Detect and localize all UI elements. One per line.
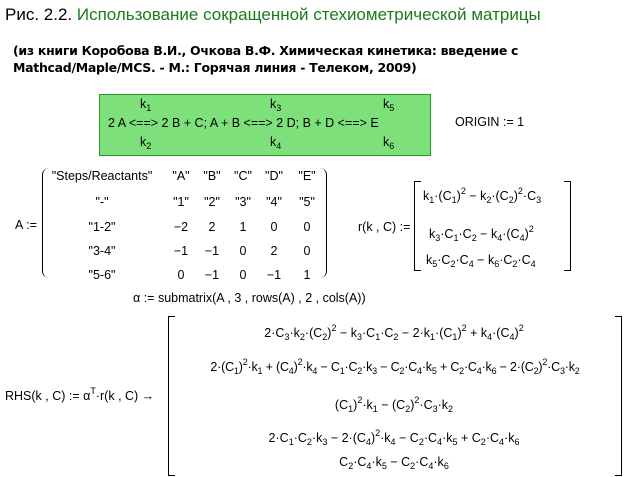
matrix-cell: "C" <box>234 169 252 183</box>
rate-constant-k3: $k_3$ <box>270 97 282 113</box>
matrix-cell: −2 <box>173 220 189 234</box>
source-line-1: (из книги Коробова В.И., Очкова В.Ф. Химическая кинетика: введение с <box>13 43 519 58</box>
rhs-row-1: $2\cdot C_3\cdot k_2\cdot(C_2)^2 - k_3\cdot C_1\cdot C_2 - 2\cdot k_1\cdot(C_1)^2 + k_4\cdot(C_4)^2$ <box>264 323 524 342</box>
rhs-lhs: RHS(k , C) := α <box>5 389 91 403</box>
matrix-cell: "Steps/Reactants" <box>51 169 153 183</box>
matrix-cell: −1 <box>266 268 282 282</box>
matrix-cell: 0 <box>303 244 311 258</box>
matrix-cell: "1" <box>173 195 189 209</box>
matrix-cell: "2" <box>204 195 220 209</box>
matrix-cell: 1 <box>303 268 311 282</box>
rhs-after: ·r(k , C) → <box>95 389 155 403</box>
rate-vector-row-2: $k_3\cdot C_1\cdot C_2 - k_4\cdot(C_4)^2$ <box>429 224 534 243</box>
matrix-cell: 2 <box>208 220 216 234</box>
rhs-row-3: $(C_1)^2\cdot k_1 - (C_2)^2\cdot C_3\cdot k_2$ <box>334 395 454 414</box>
matrix-cell: "E" <box>298 169 316 183</box>
matrix-cell: 0 <box>239 244 247 258</box>
rhs-definition <box>5 386 154 403</box>
matrix-cell: 0 <box>177 268 185 282</box>
origin-statement: ORIGIN := 1 <box>455 115 525 129</box>
matrix-cell: 0 <box>303 220 311 234</box>
alpha-definition: α := submatrix(A , 3 , rows(A) , 2 , cols(A)) <box>133 291 366 305</box>
rhs-row-2: $2\cdot(C_1)^2\cdot k_1 + (C_4)^2\cdot k_4 - C_1\cdot C_2\cdot k_3 - C_2\cdot C_4\cdot k_5 + C_2\cdot C_4\cdot k_6 - 2\cdot(C_2)^2\cdot C_3\cdot k_2$ <box>210 357 580 376</box>
rate-constant-k6: $k_6$ <box>383 135 395 151</box>
matrix-cell: −1 <box>204 268 220 282</box>
rhs-row-5: $C_2\cdot C_4\cdot k_5 - C_2\cdot C_4\cdot k_6$ <box>339 455 449 471</box>
rhs-row-4: $2\cdot C_1\cdot C_2\cdot k_3 - 2\cdot(C_4)^2\cdot k_4 - C_2\cdot C_4\cdot k_5 + C_2\cdot C_4\cdot k_6$ <box>268 428 520 447</box>
rate-vector-right-bracket <box>564 181 571 271</box>
reaction-scheme-box <box>99 94 431 156</box>
matrix-cell: "4" <box>266 195 282 209</box>
matrix-cell: "D" <box>265 169 283 183</box>
rate-vector-lhs: r(k , C) := <box>358 220 411 234</box>
matrix-lhs: A := <box>15 218 37 232</box>
rate-constant-k5: $k_5$ <box>383 97 395 113</box>
transpose-sup: T <box>90 386 96 396</box>
figure-title <box>5 5 605 25</box>
rate-constant-k2: $k_2$ <box>140 135 152 151</box>
matrix-cell: "3" <box>235 195 251 209</box>
rate-vector-row-3: $k_5\cdot C_2\cdot C_4 - k_6\cdot C_2\cdot C_4$ <box>426 253 536 269</box>
rhs-right-bracket <box>615 316 622 476</box>
figure-number: Рис. 2.2. <box>5 5 73 24</box>
matrix-cell: "A" <box>172 169 190 183</box>
matrix-cell: "5" <box>299 195 315 209</box>
rate-constant-k1: $k_1$ <box>140 97 152 113</box>
matrix-cell: 0 <box>270 220 278 234</box>
matrix-cell: "3-4" <box>88 244 116 258</box>
matrix-cell: "5-6" <box>88 268 116 282</box>
reaction-equation: 2 A <==> 2 B + C; A + B <==> 2 D; B + D <==> E <box>108 116 379 130</box>
matrix-cell: "B" <box>203 169 221 183</box>
rate-vector-left-bracket <box>414 181 421 271</box>
matrix-cell: −1 <box>173 244 189 258</box>
matrix-cell: "-" <box>95 195 109 209</box>
matrix-cell: 0 <box>239 268 247 282</box>
figure-title-text: Использование сокращенной стехиометрической матрицы <box>76 5 541 24</box>
matrix-cell: −1 <box>204 244 220 258</box>
matrix-cell: 2 <box>270 244 278 258</box>
source-citation <box>13 42 518 76</box>
source-line-2: Mathcad/Maple/MCS. - М.: Горячая линия - Телеком, 2009) <box>13 60 417 75</box>
rate-constant-k4: $k_4$ <box>270 135 282 151</box>
matrix-cell: "1-2" <box>88 220 116 234</box>
matrix-cell: 1 <box>239 220 247 234</box>
rate-vector-row-1: $k_1\cdot(C_1)^2 - k_2\cdot(C_2)^2\cdot C_3$ <box>423 186 542 205</box>
rhs-left-bracket <box>168 316 175 476</box>
